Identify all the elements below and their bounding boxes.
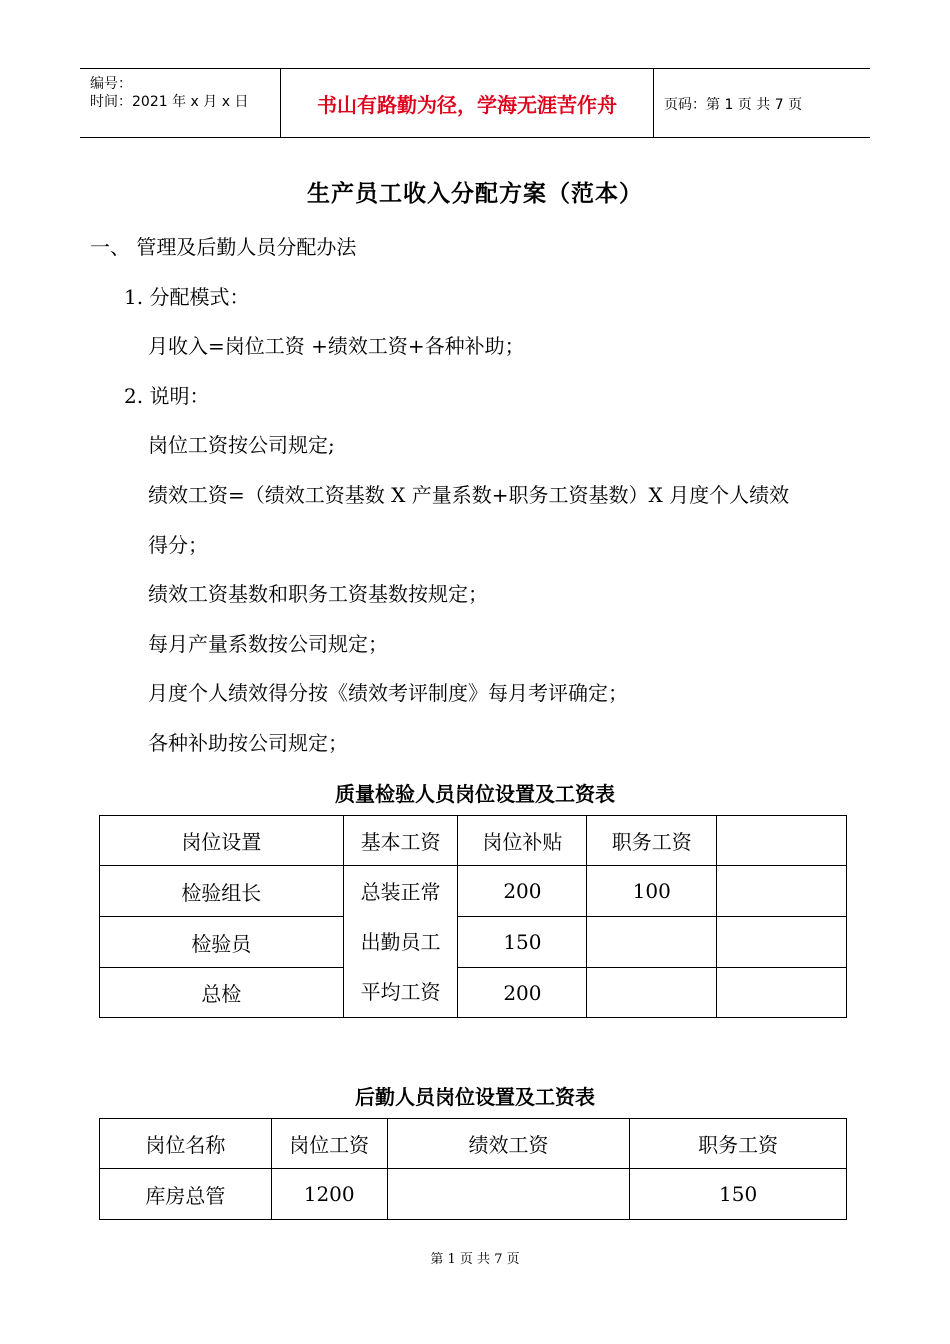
number-label: 编号： [90, 76, 132, 92]
post-cell: 总检 [100, 968, 344, 1018]
table-header-cell [717, 816, 847, 866]
duty-cell [587, 968, 717, 1018]
paragraph-6: 各种补助按公司规定； [148, 731, 348, 755]
post-cell: 检验组长 [100, 866, 344, 917]
header-meta [80, 69, 281, 137]
table-header-cell: 岗位补贴 [458, 816, 587, 866]
base-salary-line: 总装正常 [360, 879, 441, 904]
section-heading: 一、 管理及后勤人员分配办法 [90, 235, 357, 259]
post-cell: 检验员 [100, 917, 344, 968]
document-title: 生产员工收入分配方案（范本） [307, 180, 643, 207]
allowance-cell: 200 [458, 866, 587, 917]
header-page-info: 页码：第 1 页 共 7 页 [664, 97, 803, 113]
list-item-1: 1. 分配模式： [124, 285, 250, 309]
table2-caption: 后勤人员岗位设置及工资表 [355, 1085, 595, 1109]
paragraph-2a: 绩效工资=（绩效工资基数 X 产量系数+职务工资基数）X 月度个人绩效 [148, 483, 790, 507]
extra-cell [717, 866, 847, 917]
table-header-cell: 岗位名称 [100, 1119, 272, 1169]
table1-caption: 质量检验人员岗位设置及工资表 [335, 782, 615, 806]
extra-cell [717, 968, 847, 1018]
table-header-row [100, 816, 847, 866]
table-header-cell: 基本工资 [343, 816, 458, 866]
paragraph-1: 岗位工资按公司规定; [148, 433, 335, 457]
table-header-row [100, 1119, 847, 1169]
extra-cell [717, 917, 847, 968]
post-salary-cell: 1200 [271, 1169, 387, 1220]
table-header-cell: 绩效工资 [387, 1119, 630, 1169]
allowance-cell: 200 [458, 968, 587, 1018]
table-row [100, 866, 847, 917]
performance-cell [387, 1169, 630, 1220]
table-header-cell: 职务工资 [630, 1119, 847, 1169]
table-row [100, 1169, 847, 1220]
base-salary-line: 出勤员工 [360, 929, 441, 954]
paragraph-4: 每月产量系数按公司规定； [148, 632, 388, 656]
table-header-cell: 岗位工资 [271, 1119, 387, 1169]
table-header-cell: 职务工资 [587, 816, 717, 866]
list-item-2: 2. 说明： [124, 384, 210, 408]
duty-cell: 100 [587, 866, 717, 917]
formula-text: 月收入=岗位工资 +绩效工资+各种补助； [148, 334, 525, 358]
table-header-cell: 岗位设置 [100, 816, 344, 866]
quality-inspection-table [99, 815, 847, 1018]
page-header [80, 68, 870, 138]
table-row [100, 917, 847, 968]
page-footer: 第 1 页 共 7 页 [430, 1252, 520, 1267]
base-salary-line: 平均工资 [360, 979, 441, 1004]
paragraph-2b: 得分； [148, 533, 208, 557]
time-label: 时间：2021 年 x 月 x 日 [90, 94, 249, 110]
duty-cell [587, 917, 717, 968]
base-salary-cell [343, 866, 458, 1018]
paragraph-3: 绩效工资基数和职务工资基数按规定； [148, 582, 488, 606]
paragraph-5: 月度个人绩效得分按《绩效考评制度》每月考评确定； [148, 681, 628, 705]
duty-cell: 150 [630, 1169, 847, 1220]
post-name-cell: 库房总管 [100, 1169, 272, 1220]
logistics-table [99, 1118, 847, 1220]
allowance-cell: 150 [458, 917, 587, 968]
header-motto: 书山有路勤为径，学海无涯苦作舟 [281, 69, 654, 137]
table-row [100, 968, 847, 1018]
